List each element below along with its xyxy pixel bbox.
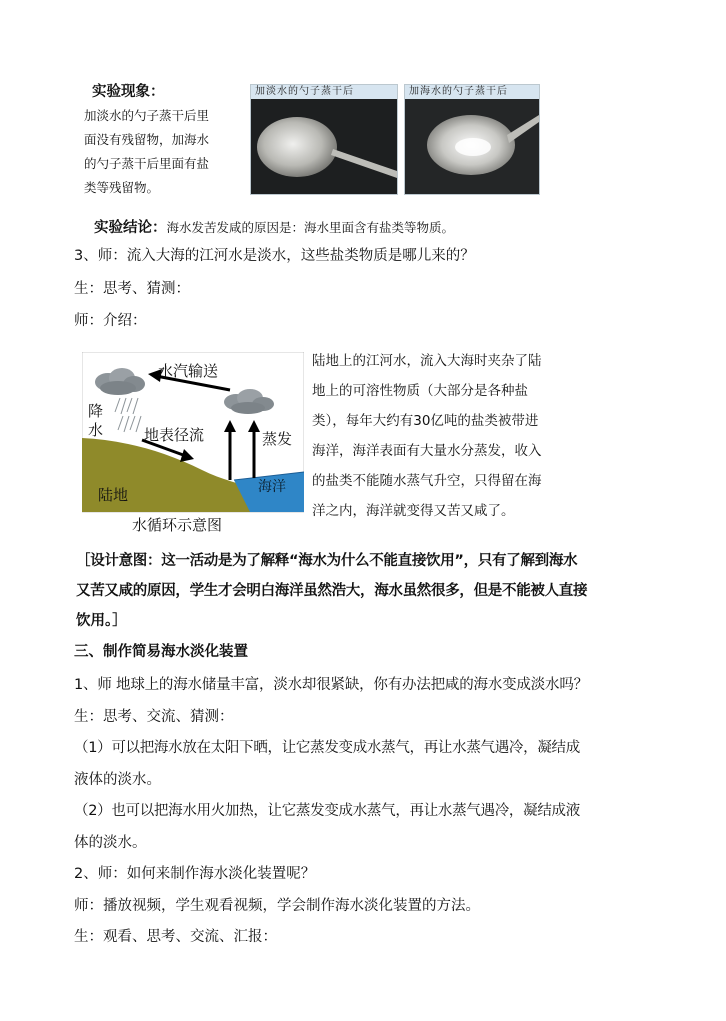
design-intent: [76, 546, 676, 636]
ocean-label: 海洋: [258, 479, 286, 495]
section-line: 生：思考、交流、猜测：: [74, 708, 234, 725]
phenomenon-line: 类等残留物。: [84, 180, 160, 195]
intro-line: 海洋，海洋表面有大量水分蒸发，收入: [312, 443, 542, 459]
phenomenon-line: 的勺子蒸干后里面有盐: [84, 156, 210, 171]
section-line: 体的淡水。: [74, 834, 147, 851]
seawater-spoon-photo: [404, 84, 540, 195]
intro-line: 的盐类不能随水蒸气升空，只得留在海: [312, 473, 542, 489]
phenomenon-heading: 实验现象：: [92, 84, 165, 100]
intro-paragraph: [312, 346, 584, 526]
intro-line: 类），每年大约有30亿吨的盐类被带进: [312, 413, 539, 429]
intro-line: 陆地上的江河水，流入大海时夹杂了陆: [312, 353, 542, 369]
conclusion-text: 海水发苦发咸的原因是：海水里面含有盐类等物质。: [166, 220, 455, 235]
runoff-label: 地表径流: [144, 426, 205, 444]
teacher-question: 3、师：流入大海的江河水是淡水，这些盐类物质是哪儿来的？: [74, 248, 475, 264]
intro-line: 地上的可溶性物质（大部分是各种盐: [312, 383, 528, 399]
conclusion: [94, 216, 454, 237]
section-line: 液体的淡水。: [74, 771, 161, 788]
phenomenon-line: 面没有残留物，加海水: [84, 132, 210, 147]
intro-line: 洋之内，海洋就变得又苦又咸了。: [312, 503, 515, 519]
photo-label: 加海水的勺子蒸干后: [405, 85, 539, 99]
section-line: （2）也可以把海水用火加热，让它蒸发变成水蒸气，再让水蒸气遇冷，凝结成液: [74, 803, 580, 819]
student-response: 生：思考、猜测：: [74, 281, 190, 297]
section-heading: 三、制作简易海水淡化装置: [74, 644, 248, 660]
land-label: 陆地: [98, 486, 129, 504]
design-intent-line: ［设计意图：这一活动是为了解释“海水为什么不能直接饮用”，只有了解到海水: [76, 553, 578, 569]
water-cycle-diagram: [82, 352, 304, 538]
freshwater-spoon-photo: [250, 84, 398, 195]
section-line: 1、师 地球上的海水储量丰富，淡水却很紧缺，你有办法把咸的海水变成淡水吗？: [74, 677, 588, 693]
section-line: 师：播放视频，学生观看视频，学会制作海水淡化装置的方法。: [74, 897, 480, 914]
spoon-image: [251, 85, 397, 194]
evaporation-label: 蒸发: [262, 430, 293, 448]
vapor-label: 水汽输送: [158, 362, 219, 380]
design-intent-line: 饮用。］: [76, 613, 127, 629]
section-body: [74, 670, 674, 954]
section-line: 生：观看、思考、交流、汇报：: [74, 929, 277, 945]
photo-label: 加淡水的勺子蒸干后: [251, 85, 397, 99]
rain-label: 降 水: [88, 402, 104, 439]
teacher-intro: 师：介绍：: [74, 313, 147, 329]
section-line: （1）可以把海水放在太阳下晒，让它蒸发变成水蒸气，再让水蒸气遇冷，凝结成: [74, 740, 580, 756]
phenomenon-line: 加淡水的勺子蒸干后里: [84, 108, 210, 123]
diagram-caption: 水循环示意图: [132, 516, 223, 534]
section-line: 2、师：如何来制作海水淡化装置呢？: [74, 866, 316, 882]
design-intent-line: 又苦又咸的原因，学生才会明白海洋虽然浩大，海水虽然很多，但是不能被人直接: [76, 583, 588, 599]
conclusion-heading: 实验结论：: [94, 220, 167, 236]
spoon-image: [405, 85, 539, 194]
phenomenon-body: [84, 104, 264, 200]
